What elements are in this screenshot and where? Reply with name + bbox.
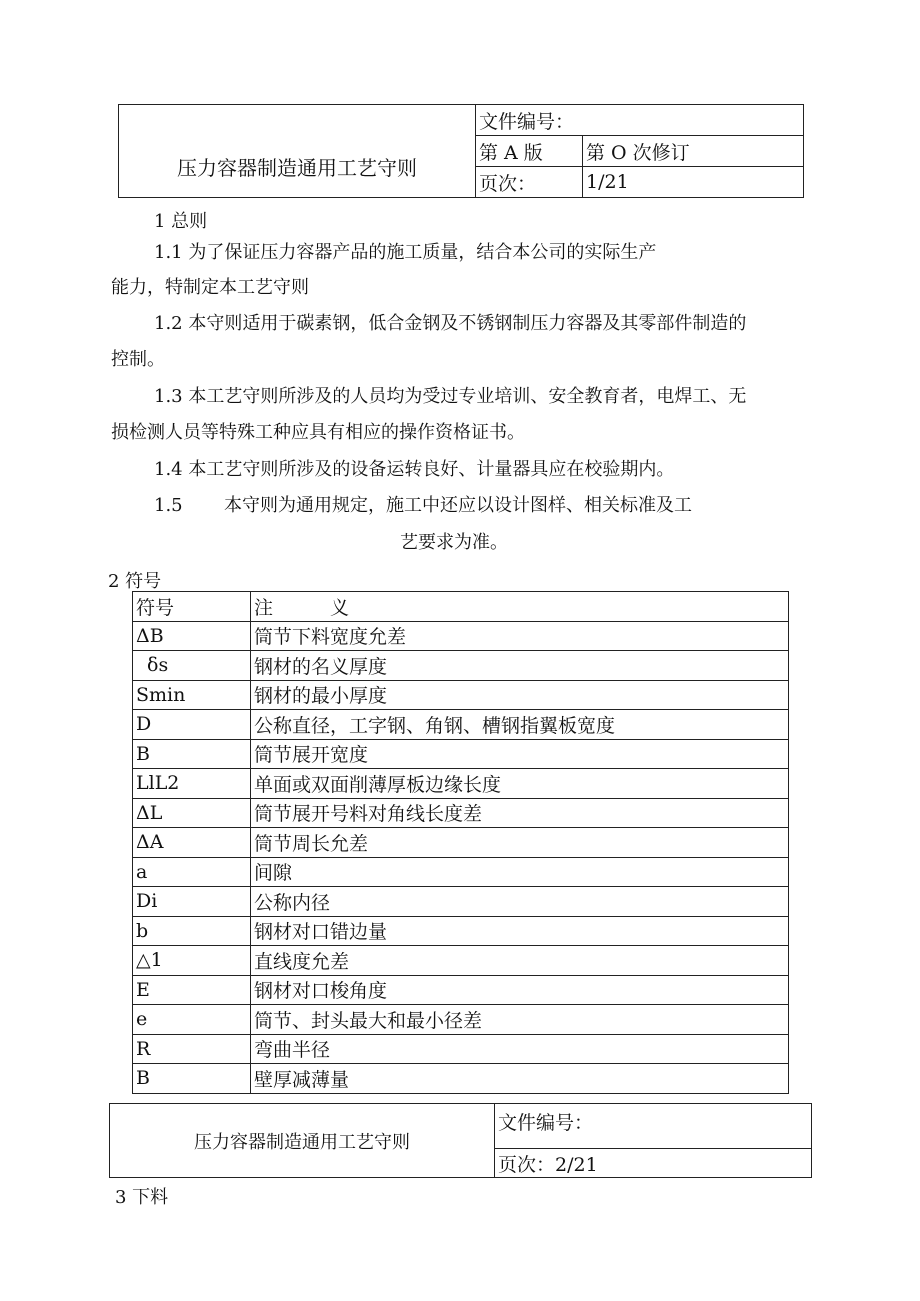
meaning-cell: 钢材的名义厚度 — [251, 651, 789, 681]
symbol-cell: E — [133, 975, 251, 1005]
column-header-meaning: 注 义 — [251, 592, 789, 622]
paragraph-1-1-line2: 能力，特制定本工艺守则 — [111, 277, 309, 298]
meaning-cell: 弯曲半径 — [251, 1034, 789, 1064]
column-header-symbol: 符号 — [133, 592, 251, 622]
document-title-page2: 压力容器制造通用工艺守则 — [110, 1104, 495, 1178]
table-row — [133, 857, 789, 887]
meaning-cell: 钢材对口梭角度 — [251, 975, 789, 1005]
symbol-cell: b — [133, 916, 251, 946]
meaning-cell: 公称直径，工字钢、角钢、槽钢指翼板宽度 — [251, 710, 789, 740]
symbol-cell: D — [133, 710, 251, 740]
section-heading-general: 1 总则 — [154, 211, 208, 232]
paragraph-1-5-line2: 艺要求为准。 — [400, 532, 508, 553]
meaning-cell: 筒节展开宽度 — [251, 739, 789, 769]
symbols-table — [132, 591, 789, 1094]
file-number-label: 文件编号： — [476, 105, 804, 136]
symbol-cell: R — [133, 1034, 251, 1064]
symbol-cell: Di — [133, 887, 251, 917]
document-title: 压力容器制造通用工艺守则 — [119, 105, 476, 198]
table-row — [133, 621, 789, 651]
table-header-row — [133, 592, 789, 622]
paragraph-1-2-line2: 控制。 — [111, 349, 165, 370]
symbol-cell: ΔL — [133, 798, 251, 828]
document-header-table — [118, 104, 804, 198]
table-row — [133, 975, 789, 1005]
revision-label: 第 O 次修订 — [583, 136, 804, 167]
meaning-cell: 公称内径 — [251, 887, 789, 917]
paragraph-1-5-line1: 本守则为通用规定，施工中还应以设计图样、相关标准及工 — [224, 495, 692, 516]
file-number-label-page2: 文件编号： — [495, 1104, 812, 1149]
paragraph-1-1-line1: 1.1 为了保证压力容器产品的施工质量，结合本公司的实际生产 — [154, 242, 657, 263]
document-header-table-page2 — [109, 1103, 812, 1178]
meaning-cell: 筒节、封头最大和最小径差 — [251, 1005, 789, 1035]
table-row — [133, 916, 789, 946]
table-row — [133, 1064, 789, 1094]
symbol-cell: B — [133, 739, 251, 769]
meaning-cell: 钢材的最小厚度 — [251, 680, 789, 710]
meaning-cell: 筒节下料宽度允差 — [251, 621, 789, 651]
table-row — [133, 739, 789, 769]
symbol-cell: LlL2 — [133, 769, 251, 799]
symbol-cell: ΔB — [133, 621, 251, 651]
page-label-page2: 页次：2/21 — [495, 1149, 812, 1178]
symbol-cell: Smin — [133, 680, 251, 710]
table-row — [133, 680, 789, 710]
symbol-cell: △1 — [133, 946, 251, 976]
meaning-cell: 单面或双面削薄厚板边缘长度 — [251, 769, 789, 799]
meaning-cell: 筒节展开号料对角线长度差 — [251, 798, 789, 828]
table-row — [133, 1034, 789, 1064]
table-row — [133, 798, 789, 828]
paragraph-1-4: 1.4 本工艺守则所涉及的设备运转良好、计量器具应在校验期内。 — [154, 459, 675, 480]
symbol-cell: e — [133, 1005, 251, 1035]
meaning-cell: 间隙 — [251, 857, 789, 887]
page-number: 1/21 — [583, 167, 804, 198]
edition-label: 第 A 版 — [476, 136, 583, 167]
table-row — [133, 1005, 789, 1035]
symbol-cell: δs — [133, 651, 251, 681]
meaning-cell: 直线度允差 — [251, 946, 789, 976]
table-row — [133, 828, 789, 858]
section-heading-cutting: 3 下料 — [115, 1187, 169, 1208]
symbol-cell: ΔA — [133, 828, 251, 858]
table-row — [133, 651, 789, 681]
paragraph-1-5-number: 1.5 — [154, 495, 183, 516]
table-row — [133, 946, 789, 976]
page-label: 页次： — [476, 167, 583, 198]
meaning-cell: 钢材对口错边量 — [251, 916, 789, 946]
meaning-cell: 壁厚减薄量 — [251, 1064, 789, 1094]
paragraph-1-2-line1: 1.2 本守则适用于碳素钢，低合金钢及不锈钢制压力容器及其零部件制造的 — [154, 313, 747, 334]
paragraph-1-3-line1: 1.3 本工艺守则所涉及的人员均为受过专业培训、安全教育者，电焊工、无 — [154, 386, 747, 407]
table-row — [133, 887, 789, 917]
table-row — [133, 769, 789, 799]
table-row — [133, 710, 789, 740]
symbol-cell: B — [133, 1064, 251, 1094]
meaning-cell: 筒节周长允差 — [251, 828, 789, 858]
paragraph-1-3-line2: 损检测人员等特殊工种应具有相应的操作资格证书。 — [111, 422, 525, 443]
section-heading-symbols: 2 符号 — [108, 571, 162, 592]
symbol-cell: a — [133, 857, 251, 887]
